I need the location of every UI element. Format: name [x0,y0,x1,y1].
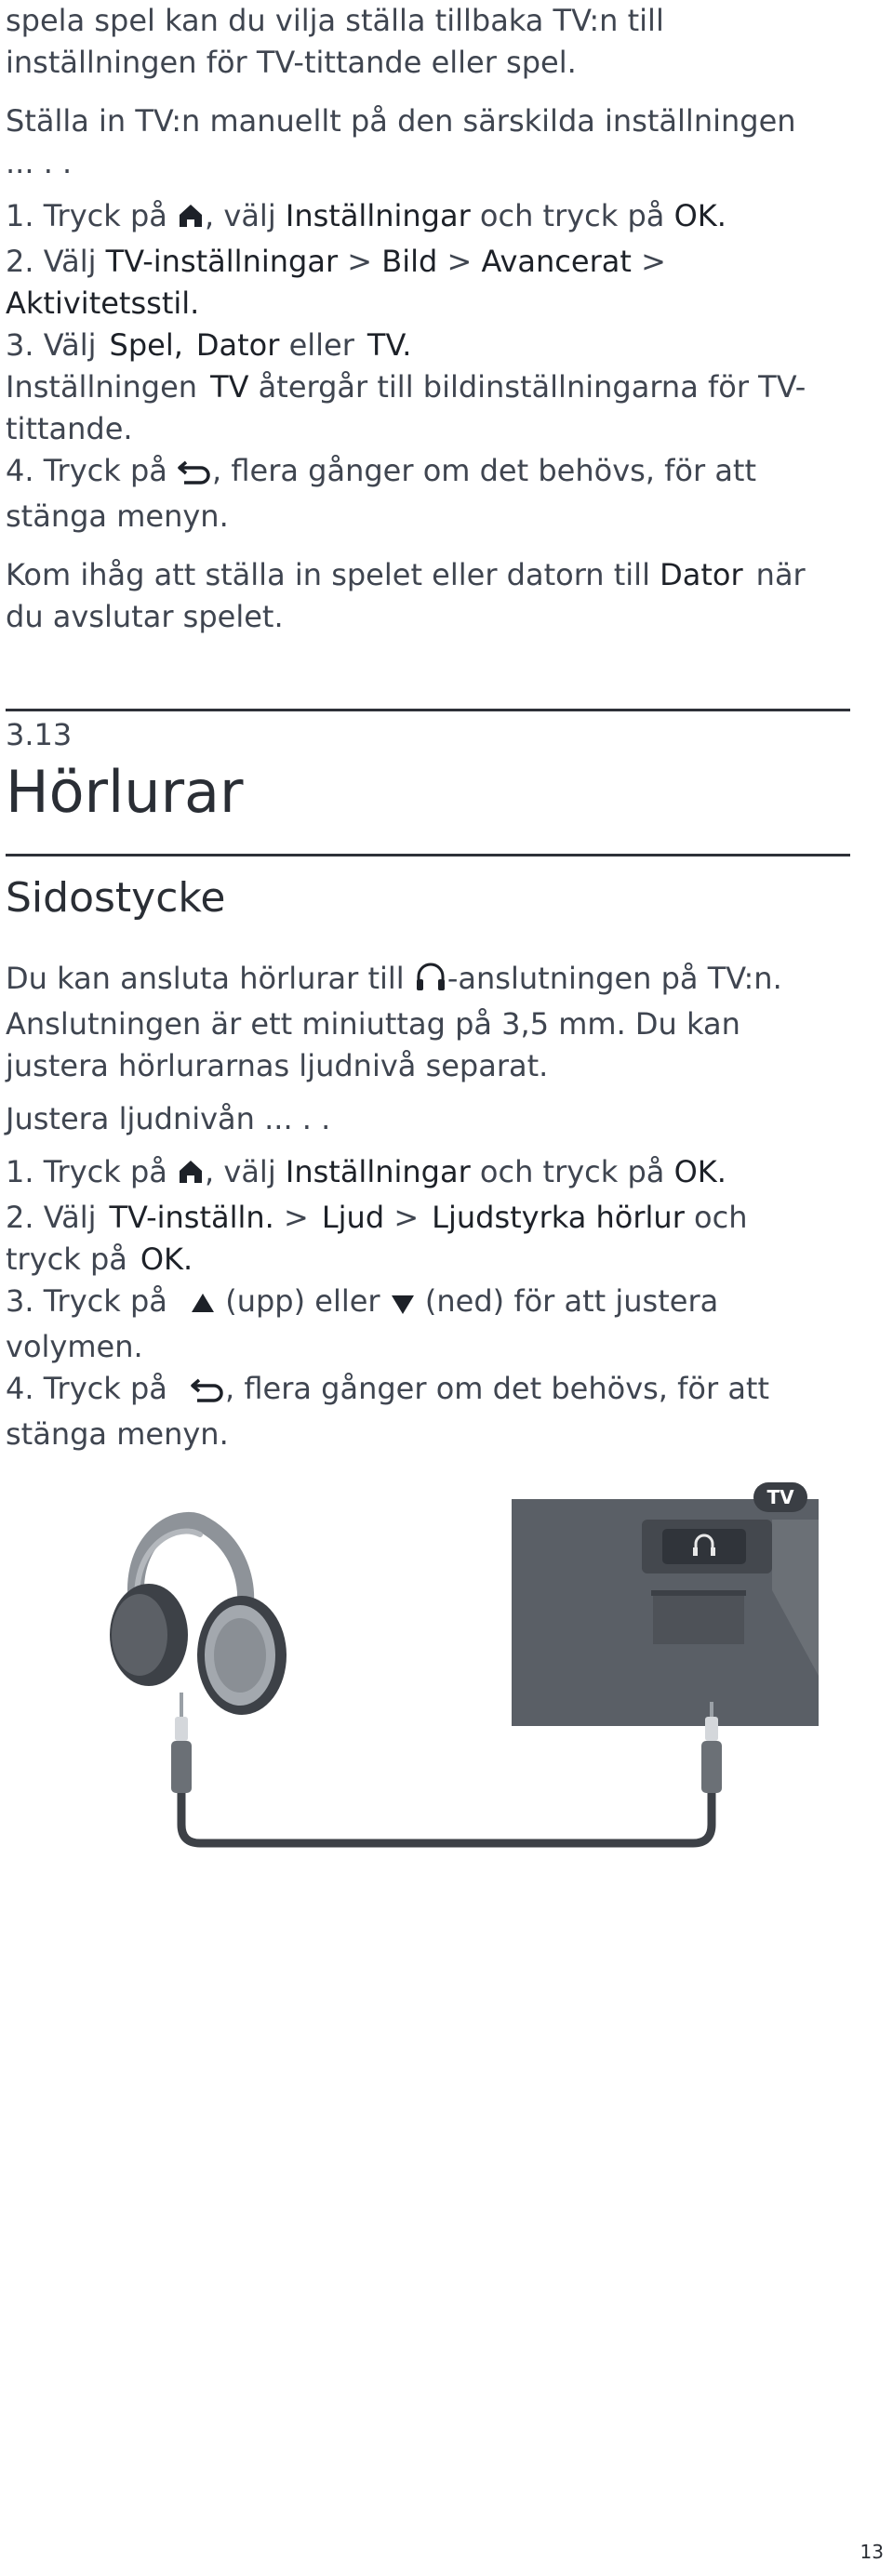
page-number: 13 [860,2541,884,2563]
remember-note: Kom ihåg att ställa in spelet eller datorn till Dator när du avslutar spelet. [6,557,806,634]
section-step-1: 1. Tryck på , välj Inställningar och tryck på OK. [6,1151,854,1197]
section-step-2: 2. Välj TV-inställn. > Ljud > Ljudstyrka hörlur och tryck på OK. [6,1200,748,1277]
arrow-up-icon [190,1284,216,1326]
section-number: 3.13 [6,717,73,752]
headphones-icon [414,961,447,1003]
section-step-4: 4. Tryck på , flera gånger om det behövs, för att stänga menyn. [6,1371,770,1452]
section-divider [6,709,850,711]
subsection-title: Sidostycke [6,874,226,922]
home-icon [177,1155,205,1197]
tv-panel [512,1499,819,1726]
home-icon [177,199,205,241]
manual-setting-lead: Ställa in TV:n manuellt på den särskilda inställningen ... . . [6,103,796,180]
back-icon [190,1372,225,1414]
section-body [6,958,854,1455]
section-step-3: 3. Tryck på (upp) eller (ned) för att justera volymen. [6,1283,719,1364]
top-step-1: 1. Tryck på , välj Inställningar och tryck på OK. [6,195,854,241]
tv-badge [753,1482,807,1512]
intro-paragraph [6,0,854,84]
headphones-drawing [110,1520,287,1715]
volume-lead: Justera ljudnivån ... . . [6,1101,331,1136]
intro-line-1: spela spel kan du vilja ställa tillbaka TV:n till [6,3,664,38]
section-title: Hörlurar [6,758,244,826]
tv-badge-label: TV [766,1486,794,1508]
top-step-2: 2. Välj TV-inställningar > Bild > Avancerat > Aktivitetsstil. [6,244,666,321]
top-step-3: 3. Välj Spel, Dator eller TV. Inställningen TV återgår till bildinställningarna för TV- tittande. [6,327,806,446]
top-step-4: 4. Tryck på , flera gånger om det behövs, för att stänga menyn. [6,453,757,534]
subsection-divider [6,854,850,856]
intro-line-2: inställningen för TV-tittande eller spel. [6,45,577,80]
arrow-down-icon [390,1284,416,1326]
top-text-block [6,0,854,638]
back-icon [177,454,212,496]
headphone-intro: Du kan ansluta hörlurar till -anslutningen på TV:n. Anslutningen är ett miniuttag på 3,5 mm. Du kan justera hörlurarnas ljudnivå separat. [6,961,782,1083]
headphones-connection-illustration [0,1479,893,1851]
